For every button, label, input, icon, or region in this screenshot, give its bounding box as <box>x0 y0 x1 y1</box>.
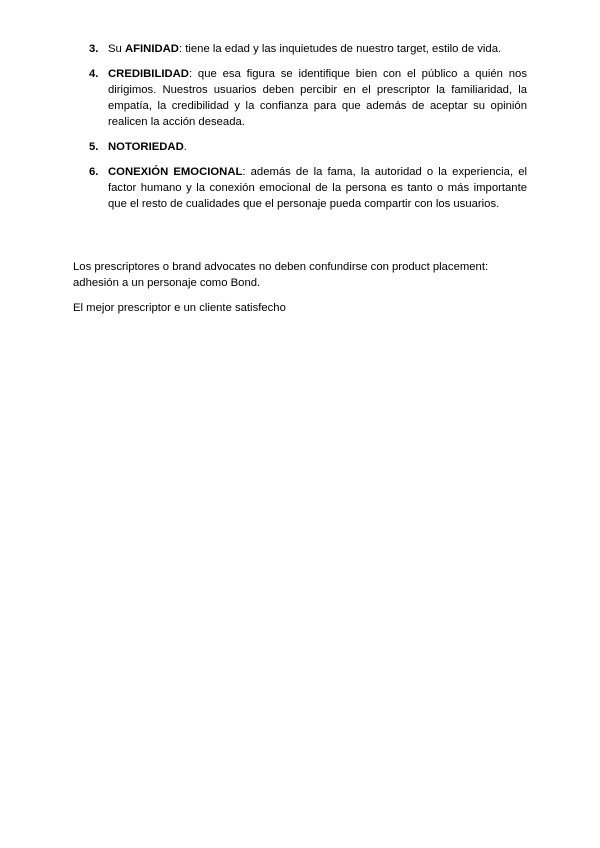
list-item-text: : que esa figura se identifique bien con el público a quién nos dirigimos. Nuestros usuarios deben percibir en el prescriptor la familiaridad, la empatía, la credibilidad y la confianza para que además de aceptar su opinión realicen la acción deseada. <box>108 68 527 128</box>
list-item-number: 3. <box>89 43 99 55</box>
list-item-text: : tiene la edad y las inquietudes de nuestro target, estilo de vida. <box>178 43 502 55</box>
list-item-number: 5. <box>89 141 99 153</box>
list-item-term: CREDIBILIDAD <box>108 68 189 80</box>
list-item <box>89 164 527 212</box>
list-item <box>89 66 527 130</box>
list-item-text: . <box>183 141 187 153</box>
list-item-prefix: Su <box>108 43 125 55</box>
list-item-term: AFINIDAD <box>124 43 179 55</box>
list-item <box>89 41 527 57</box>
criteria-list <box>89 41 527 221</box>
list-item <box>89 139 527 155</box>
paragraph-best-prescriptor: El mejor prescriptor e un cliente satisfecho <box>73 302 286 314</box>
paragraph-brand-advocates: Los prescriptores o brand advocates no deben confundirse con product placement: adhesión a un personaje como Bond. <box>73 261 489 289</box>
list-item-number: 6. <box>89 166 99 178</box>
list-item-term: NOTORIEDAD <box>108 141 184 153</box>
list-item-term: CONEXIÓN EMOCIONAL <box>108 166 243 178</box>
list-item-text: : además de la fama, la autoridad o la experiencia, el factor humano y la conexión emocional de la persona es tanto o más importante que el resto de cualidades que el personaje pueda compartir con los usuarios. <box>108 166 527 210</box>
list-item-number: 4. <box>89 68 99 80</box>
